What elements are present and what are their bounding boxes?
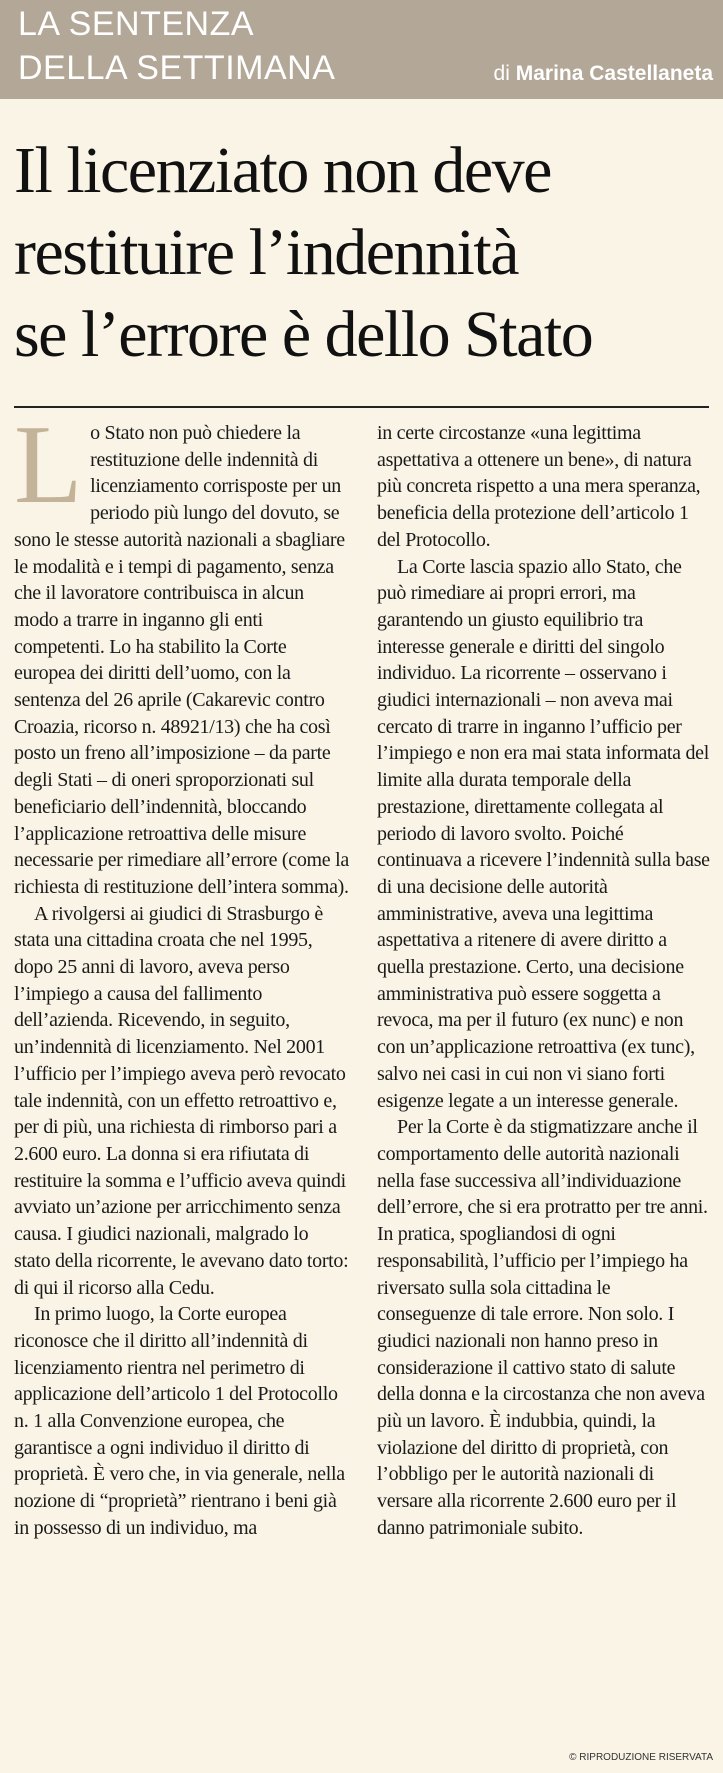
byline-author: Marina Castellaneta — [515, 62, 713, 85]
headline-line-2: restituire l’indennità — [14, 216, 518, 289]
drop-cap: L — [14, 403, 83, 527]
article-column-left — [14, 403, 349, 1542]
article-column-right — [377, 420, 712, 1542]
section-rubric — [18, 2, 335, 90]
article-paragraph: A rivolgersi ai giudici di Strasburgo è stata una cittadina croata che nel 1995, dopo 25 anni di lavoro, aveva perso l’impiego a causa del fallimento dell’azienda. Ricevendo, in seguito, un’indennità di licenziamento. Nel 2001 l’ufficio per l’impiego aveva però revocato tale indennità, con un effetto retroattivo e, per di più, una richiesta di rimborso pari a 2.600 euro. La donna si era rifiutata di restituire la somma e l’ufficio aveva quindi avviato un’azione per arricchimento senza causa. I giudici nazionali, malgrado lo stato della ricorrente, le avevano dato torto: di qui il ricorso alla Cedu. — [14, 902, 349, 1299]
rubric-line-1: LA SENTENZA — [18, 5, 255, 43]
headline-divider — [14, 406, 709, 408]
article-paragraph: in certe circostanze «una legittima aspettativa a ottenere un bene», di natura più concreta rispetto a una mera speranza, beneficia della protezione dell’articolo 1 del Protocollo. — [377, 422, 701, 551]
copyright-notice: © RIPRODUZIONE RISERVATA — [569, 1752, 713, 1763]
article-paragraph — [14, 403, 349, 901]
article-paragraph: La Corte lascia spazio allo Stato, che può rimediare ai propri errori, ma garantendo un giusto equilibrio tra interesse generale e diritti del singolo individuo. La ricorrente – osservano i giudici internazionali – non aveva mai cercato di trarre in inganno l’ufficio per l’impiego e non era mai stata informata del limite alla durata temporale della prestazione, direttamente collegata al periodo di lavoro svolto. Poiché continuava a ricevere l’indennità sulla base di una decisione delle autorità amministrative, aveva una legittima aspettativa a ritenere di avere diritto a quella prestazione. Certo, una decisione amministrativa può essere soggetta a revoca, ma per il futuro (ex nunc) e non con un’applicazione retroattiva (ex tunc), salvo nei casi in cui non vi siano forti esigenze legate a un interesse generale. — [377, 555, 710, 1112]
paragraph-text: o Stato non può chiedere la restituzione delle indennità di licenziamento corrisposte per un periodo più lungo del dovuto, se sono le stesse autorità nazionali a sbagliare le modalità e i tempi di pagamento, senza che il lavoratore contribuisca in alcun modo a trarre in inganno gli enti competenti. Lo ha stabilito la Corte europea dei diritti dell’uomo, con la sentenza del 26 aprile (Cakarevic contro Croazia, ricorso n. 48921/13) che ha così posto un freno all’imposizione – da parte degli Stati – di oneri sproporzionati sul beneficiario dell’indennità, bloccando l’applicazione retroattiva delle misure necessarie per rimediare all’errore (come la richiesta di restituzione dell’intera somma). — [14, 422, 349, 898]
headline-line-3: se l’errore è dello Stato — [14, 298, 593, 371]
headline-line-1: Il licenziato non deve — [14, 134, 551, 207]
section-header — [0, 0, 723, 99]
byline — [494, 62, 713, 86]
rubric-line-2: DELLA SETTIMANA — [18, 49, 336, 87]
headline — [14, 130, 719, 376]
article-paragraph: In primo luogo, la Corte europea riconosce che il diritto all’indennità di licenziamento rientra nel perimetro di applicazione dell’articolo 1 del Protocollo n. 1 alla Convenzione europea, che garantisce a ogni individuo il diritto di proprietà. È vero che, in via generale, nella nozione di “proprietà” rientrano i beni già in possesso di un individuo, ma — [14, 1303, 345, 1539]
byline-prefix: di — [493, 62, 510, 85]
article-paragraph: Per la Corte è da stigmatizzare anche il comportamento delle autorità nazionali nella fase successiva all’individuazione dell’errore, che si era protratto per tre anni. In pratica, spogliandosi di ogni responsabilità, l’ufficio per l’impiego ha riversato sulla sola cittadina le conseguenze di tale errore. Non solo. I giudici nazionali non hanno preso in considerazione il cattivo stato di salute della donna e la circostanza che non aveva più un lavoro. È indubbia, quindi, la violazione del diritto di proprietà, con l’obbligo per le autorità nazionali di versare alla ricorrente 2.600 euro per il danno patrimoniale subito. — [377, 1116, 708, 1539]
